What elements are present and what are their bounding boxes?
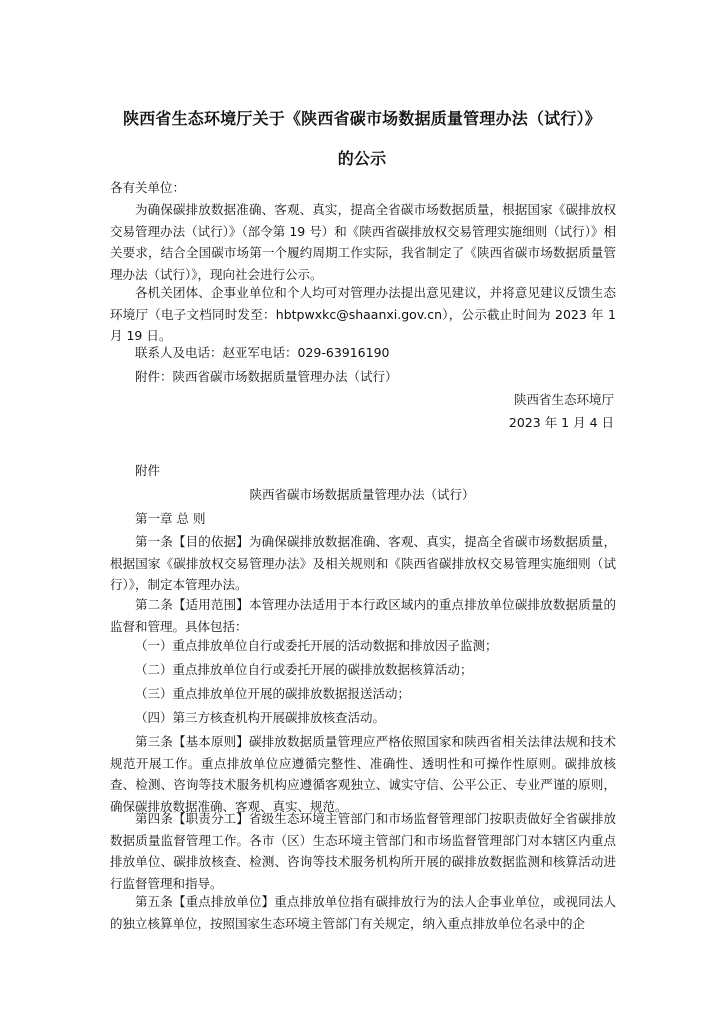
notice-paragraph-1: 为确保碳排放数据准确、客观、真实，提高全省碳市场数据质量，根据国家《碳排放权交易管理办法（试行）》（部令第 19 号）和《陕西省碳排放权交易管理实施细则（试行）》相关要求，结合全国碳市场第一个履约周期工作实际，我省制定了《陕西省碳市场数据质量管理办法（试行）》，现向社会进行公示。 xyxy=(110,202,616,282)
document-title-line2: 的公示 xyxy=(337,149,387,168)
article-5: 第五条【重点排放单位】重点排放单位指有碳排放行为的法人企事业单位，或视同法人的独立核算单位，按照国家生态环境主管部门有关规定，纳入重点排放单位名录中的企 xyxy=(110,894,616,931)
attachment-note: 附件：陕西省碳市场数据质量管理办法（试行） xyxy=(135,369,398,384)
article-2-item-2: （二）重点排放单位自行或委托开展的碳排放数据核算活动； xyxy=(135,662,473,677)
attachment-label: 附件 xyxy=(135,463,161,478)
article-3: 第三条【基本原则】碳排放数据质量管理应严格依照国家和陕西省相关法律法规和技术规范开展工作。重点排放单位应遵循完整性、准确性、透明性和可操作性原则。碳排放核查、检测、咨询等技术服务机构应遵循客观独立、诚实守信、公平公正、专业严谨的原则，确保碳排放数据准确、客观、真实、规范。 xyxy=(110,734,616,814)
article-1: 第一条【目的依据】为确保碳排放数据准确、客观、真实，提高全省碳市场数据质量，根据国家《碳排放权交易管理办法》及相关规则和《陕西省碳排放权交易管理实施细则（试行）》，制定本管理办法。 xyxy=(110,534,616,592)
contact-info: 联系人及电话：赵亚军电话：029-63916190 xyxy=(135,345,390,360)
chapter-heading: 第一章 总 则 xyxy=(135,511,206,526)
attachment-title: 陕西省碳市场数据质量管理办法（试行） xyxy=(249,487,475,502)
salutation: 各有关单位： xyxy=(110,180,186,195)
article-4: 第四条【职责分工】省级生态环境主管部门和市场监督管理部门按职责做好全省碳排放数据质量监督管理工作。各市（区）生态环境主管部门和市场监督管理部门对本辖区内重点排放单位、碳排放核查、检测、咨询等技术服务机构所开展的碳排放数据监测和核算活动进行监督管理和指导。 xyxy=(110,811,616,891)
article-2: 第二条【适用范围】本管理办法适用于本行政区域内的重点排放单位碳排放数据质量的监督和管理。具体包括： xyxy=(110,597,616,634)
signature-organization: 陕西省生态环境厅 xyxy=(513,392,614,407)
notice-paragraph-2: 各机关团体、企事业单位和个人均可对管理办法提出意见建议，并将意见建议反馈生态环境厅（电子文档同时发至：hbtpwxkc@shaanxi.gov.cn），公示截止时间为 2023 年 1 月 19 日。 xyxy=(110,285,616,343)
article-2-item-1: （一）重点排放单位自行或委托开展的活动数据和排放因子监测； xyxy=(135,638,498,653)
document-title-line1: 陕西省生态环境厅关于《陕西省碳市场数据质量管理办法（试行）》 xyxy=(122,109,601,128)
article-2-item-3: （三）重点排放单位开展的碳排放数据报送活动； xyxy=(135,686,411,701)
signature-date: 2023 年 1 月 4 日 xyxy=(508,415,614,430)
article-2-item-4: （四）第三方核查机构开展碳排放核查活动。 xyxy=(135,710,386,725)
